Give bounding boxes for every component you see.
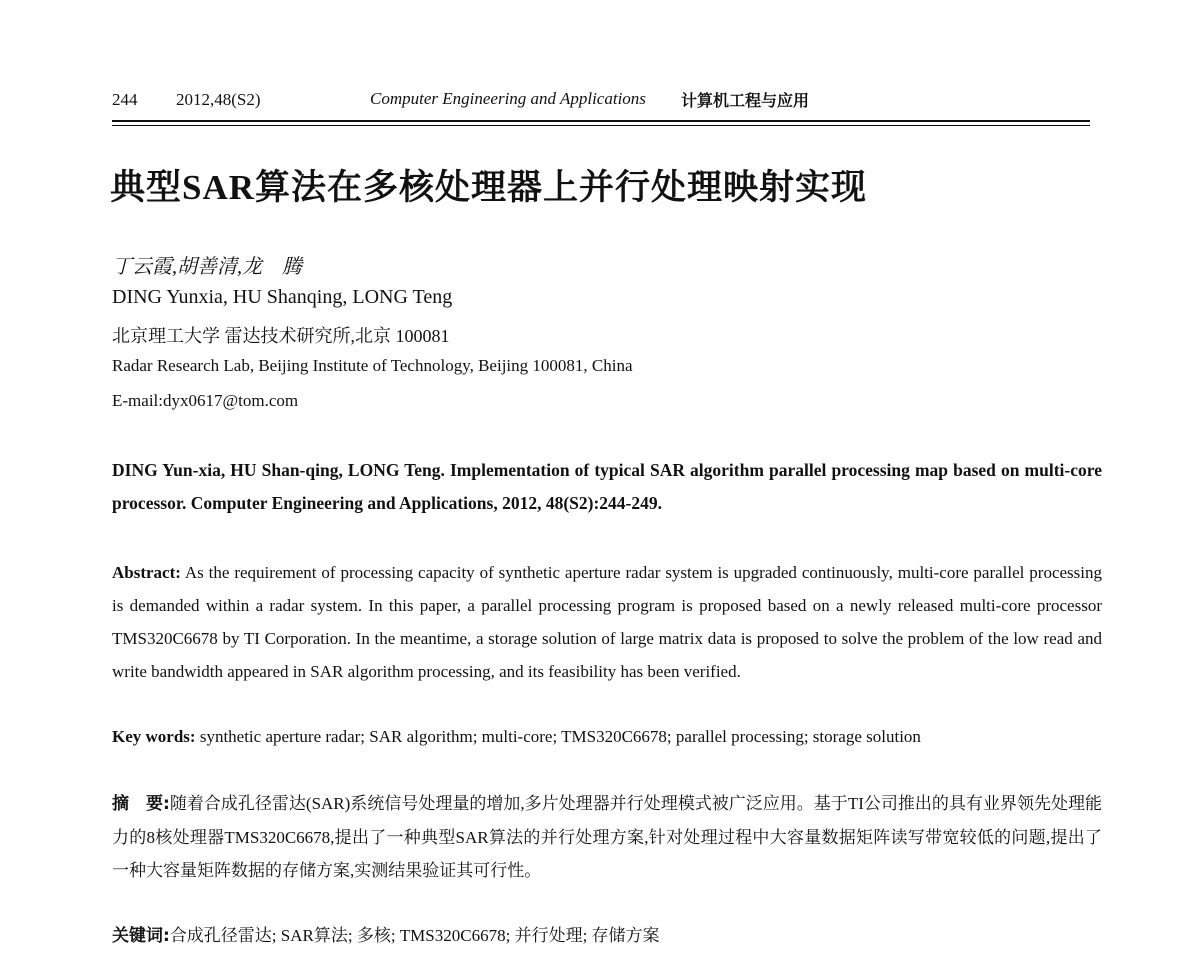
volume-issue: 2012,48(S2) bbox=[176, 90, 261, 109]
abstract-cn bbox=[112, 787, 1102, 887]
abstract-label: Abstract: bbox=[112, 563, 181, 582]
abstract-text: As the requirement of processing capacity of synthetic aperture radar system is upgraded continuously, multi-core parallel processing is demanded within a radar system. In this paper, a parallel processing program is proposed based on a newly released multi-core processor TMS320C6678 by TI Corporation. In the meantime, a storage solution of large matrix data is proposed to solve the problem of the low read and write bandwidth appeared in SAR algorithm processing, and its feasibility has been verified. bbox=[112, 563, 1102, 681]
authors-cn: 丁云霞,胡善清,龙 腾 bbox=[112, 256, 302, 278]
journal-name-cn: 计算机工程与应用 bbox=[681, 93, 810, 110]
citation: DING Yun-xia, HU Shan-qing, LONG Teng. Implementation of typical SAR algorithm parallel processing map based on multi-core processor. Computer Engineering and Applications, 2012, 48(S2):244-249. bbox=[112, 460, 1102, 513]
author-email: E-mail:dyx0617@tom.com bbox=[112, 391, 299, 410]
keywords-text: synthetic aperture radar; SAR algorithm; multi-core; TMS320C6678; parallel processing; storage solution bbox=[195, 727, 921, 746]
journal-name-en: Computer Engineering and Applications bbox=[370, 89, 646, 108]
abstract-en bbox=[112, 556, 1102, 688]
affiliation-cn: 北京理工大学 雷达技术研究所,北京 100081 bbox=[112, 326, 450, 346]
abstract-cn-label: 摘 要: bbox=[112, 794, 170, 814]
page-number: 244 bbox=[112, 90, 138, 109]
authors-en: DING Yunxia, HU Shanqing, LONG Teng bbox=[112, 286, 453, 308]
keywords-cn-label: 关键词: bbox=[112, 926, 170, 946]
affiliation-en: Radar Research Lab, Beijing Institute of Technology, Beijing 100081, China bbox=[112, 356, 633, 375]
paper-title: 典型SAR算法在多核处理器上并行处理映射实现 bbox=[110, 168, 868, 207]
keywords-cn bbox=[112, 919, 1102, 953]
abstract-cn-text: 随着合成孔径雷达(SAR)系统信号处理量的增加,多片处理器并行处理模式被广泛应用。基于TI公司推出的具有业界领先处理能力的8核处理器TMS320C6678,提出了一种典型SAR算法的并行处理方案,针对处理过程中大容量数据矩阵读写带宽较低的问题,提出了一种大容量矩阵数据的存储方案,实测结果验证其可行性。 bbox=[112, 794, 1102, 880]
header-rule-thin bbox=[112, 125, 1090, 126]
header-rule-thick bbox=[112, 120, 1090, 122]
keywords-label: Key words: bbox=[112, 727, 196, 746]
keywords-en bbox=[112, 720, 1107, 753]
keywords-cn-text: 合成孔径雷达; SAR算法; 多核; TMS320C6678; 并行处理; 存储方案 bbox=[169, 926, 660, 945]
